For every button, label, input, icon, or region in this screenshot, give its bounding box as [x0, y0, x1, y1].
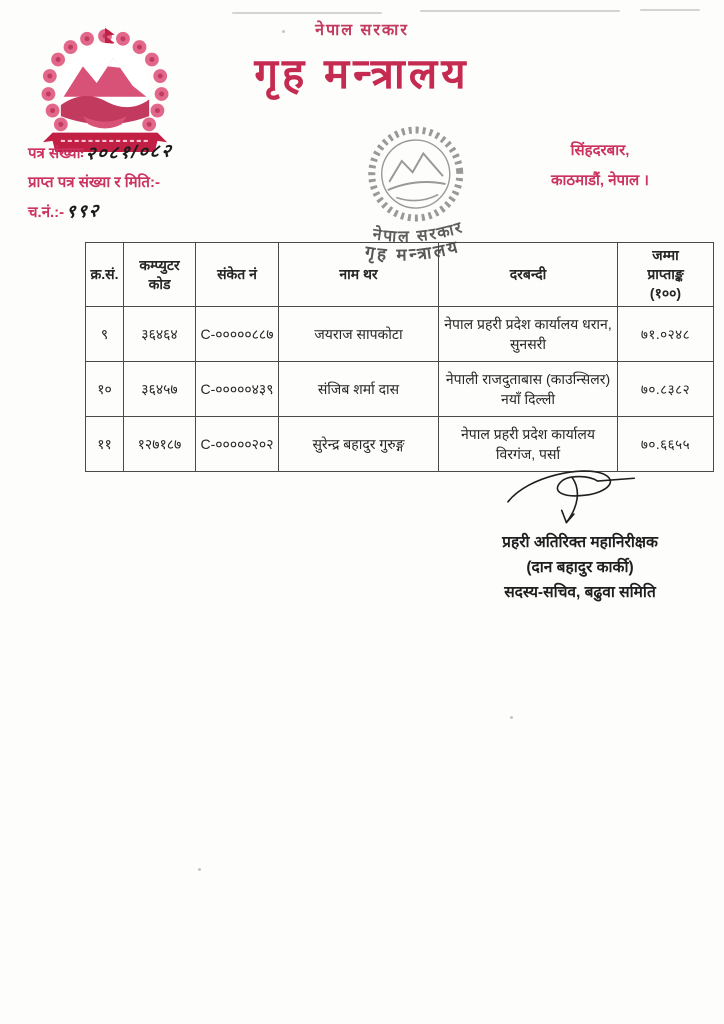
letter-number-label: पत्र संख्याः [28, 145, 84, 162]
cell-computer-code: १२७१८७ [124, 417, 196, 472]
cell-name: सुरेन्द्र बहादुर गुरुङ्ग [279, 417, 439, 472]
cell-name: जयराज सापकोटा [279, 307, 439, 362]
cell-code-no: C-०००००२०२ [196, 417, 279, 472]
letter-number-line [28, 138, 172, 168]
cell-name: संजिब शर्मा दास [279, 362, 439, 417]
letter-number-handwritten-value: २०८१/०८२ [84, 140, 174, 164]
signature-scribble-icon [498, 466, 648, 532]
ministry-title: गृह मन्त्रालय [254, 50, 470, 97]
signatory-block [450, 530, 710, 605]
header-serial-no: क्र.सं. [86, 243, 124, 307]
dispatch-number-label: च.नं.:- [28, 204, 65, 221]
cell-serial-no: ९ [86, 307, 124, 362]
table-row [86, 362, 714, 417]
cell-code-no: C-०००००८८७ [196, 307, 279, 362]
signatory-role: सदस्य-सचिव, बढुवा समिति [504, 584, 656, 601]
cell-code-no: C-०००००४३९ [196, 362, 279, 417]
scan-artifact [198, 868, 201, 871]
cell-total-marks: ७०.६६५५ [618, 417, 714, 472]
scan-artifact [510, 716, 513, 719]
signatory-name: (दान बहादुर कार्की) [526, 559, 634, 576]
address-line-1: सिंहदरबार, [570, 142, 630, 159]
header-computer-code: कम्प्युटर कोड [124, 243, 196, 307]
cell-serial-no: १० [86, 362, 124, 417]
table-header-row [86, 243, 714, 307]
cell-total-marks: ७०.८३८२ [618, 362, 714, 417]
dispatch-number-line [28, 197, 172, 227]
dispatch-number-handwritten-value: ९९२ [65, 200, 102, 222]
cell-posting: नेपाली राजदुताबास (काउन्सिलर) नयाँ दिल्ली [439, 362, 618, 417]
results-table-body [86, 307, 714, 472]
stamp-text-ministry: गृह मन्त्रालय [363, 236, 463, 265]
scan-artifact [232, 12, 382, 14]
office-address [510, 136, 690, 196]
cell-posting: नेपाल प्रहरी प्रदेश कार्यालय विरगंज, पर्सा [439, 417, 618, 472]
government-title: नेपाल सरकार [315, 22, 409, 39]
letter-meta-block [28, 138, 172, 227]
address-line-2: काठमाडौं, नेपाल । [551, 172, 649, 189]
header-name: नाम थर [279, 243, 439, 307]
header-code-no: संकेत नं [196, 243, 279, 307]
header-total-marks: जम्मा प्राप्ताङ्क (१००) [618, 243, 714, 307]
cell-serial-no: ११ [86, 417, 124, 472]
scan-artifact [420, 10, 620, 12]
promotion-results-table [85, 242, 713, 472]
received-letter-line: प्राप्त पत्र संख्या र मिति:- [28, 174, 160, 191]
signatory-title: प्रहरी अतिरिक्त महानिरीक्षक [502, 534, 658, 551]
table-row [86, 307, 714, 362]
stamp-text-government: नेपाल सरकार [371, 219, 466, 246]
cell-computer-code: ३६४६४ [124, 307, 196, 362]
scan-artifact [640, 9, 700, 11]
cell-computer-code: ३६४५७ [124, 362, 196, 417]
table-row [86, 417, 714, 472]
header-posting: दरबन्दी [439, 243, 618, 307]
cell-total-marks: ७१.०२४८ [618, 307, 714, 362]
cell-posting: नेपाल प्रहरी प्रदेश कार्यालय धरान, सुनसरी [439, 307, 618, 362]
